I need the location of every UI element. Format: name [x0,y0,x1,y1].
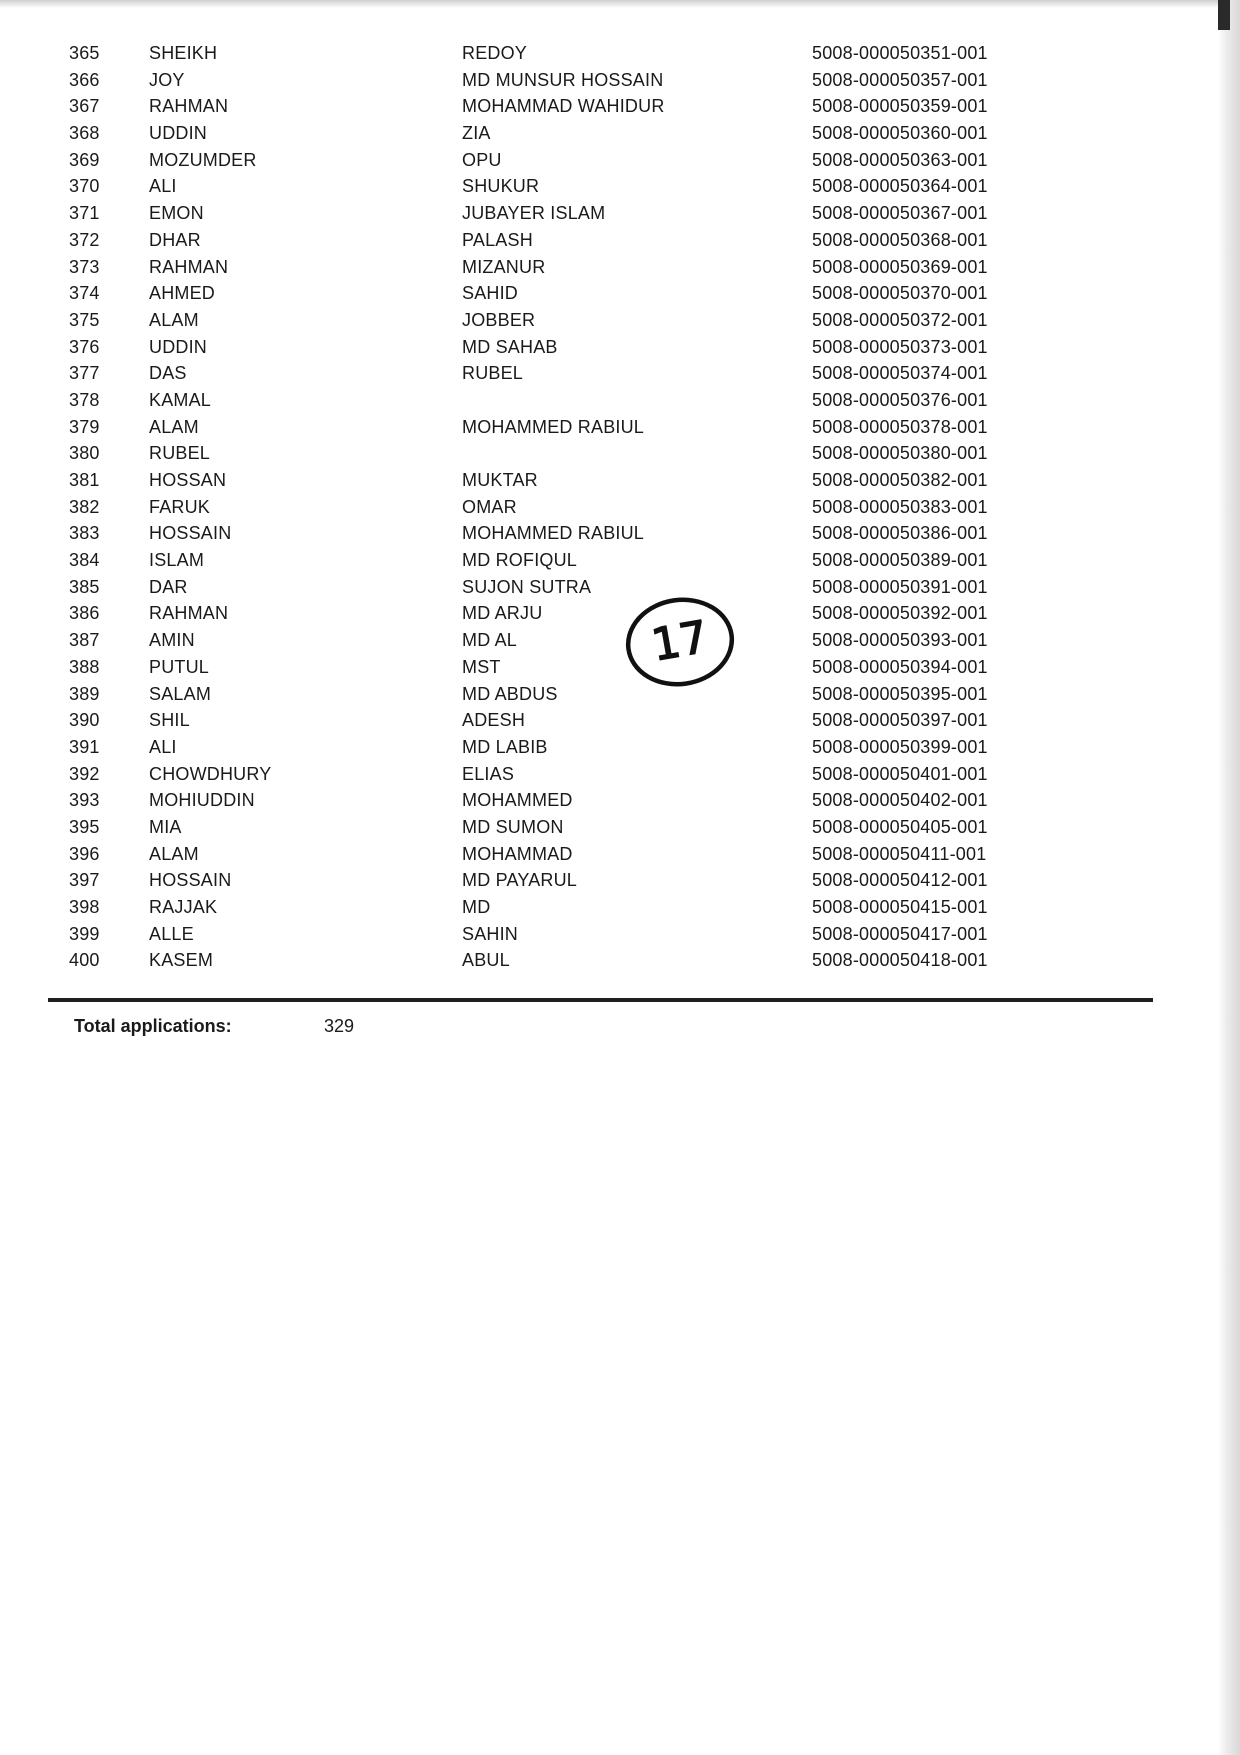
record-number: 392 [69,763,100,784]
record-surname: MIA [149,816,182,837]
record-application-id: 5008-000050374-001 [812,363,988,384]
record-row [0,867,1240,894]
record-given-name: MUKTAR [462,470,538,490]
total-applications-label: Total applications: [74,1016,232,1036]
record-application-id: 5008-000050372-001 [812,309,988,330]
scan-mark [1218,0,1230,30]
record-number: 367 [69,96,100,117]
record-given-name: SUJON SUTRA [462,576,592,597]
record-surname: HOSSAN [149,470,227,490]
record-given-name: MD ROFIQUL [462,550,578,571]
record-given-name: REDOY [462,43,528,63]
record-number: 370 [69,176,100,197]
record-surname: ALAM [149,416,199,437]
record-given-name: RUBEL [462,363,524,384]
scan-edge-top [0,0,1240,8]
record-given-name: SAHIN [462,923,519,944]
record-row [0,547,1240,574]
record-given-name: PALASH [462,229,533,250]
record-application-id: 5008-000050351-001 [812,43,988,63]
record-application-id: 5008-000050359-001 [812,96,988,117]
record-given-name: MD ARJU [462,603,543,624]
record-application-id: 5008-000050391-001 [812,576,988,597]
handwritten-page-number-circle [620,590,740,690]
record-application-id: 5008-000050393-001 [812,630,988,651]
record-surname: DHAR [149,229,201,250]
record-number: 373 [69,256,100,277]
record-number: 384 [69,550,100,571]
total-applications-value: 329 [324,1016,355,1036]
record-given-name: MOHAMMAD WAHIDUR [462,96,665,117]
record-surname: DAR [149,576,188,597]
record-row [0,734,1240,761]
record-given-name: OMAR [462,496,517,517]
record-surname: UDDIN [149,336,207,357]
record-surname: MOZUMDER [149,149,257,170]
record-application-id: 5008-000050376-001 [812,389,988,410]
record-row [0,761,1240,788]
record-application-id: 5008-000050369-001 [812,256,988,277]
record-given-name: MST [462,656,501,677]
record-row [0,387,1240,414]
record-surname: RAHMAN [149,603,229,624]
record-row [0,120,1240,147]
record-application-id: 5008-000050373-001 [812,336,988,357]
record-application-id: 5008-000050411-001 [812,843,987,864]
record-application-id: 5008-000050378-001 [812,416,988,437]
record-surname: KAMAL [149,389,212,410]
record-number: 395 [69,816,100,837]
record-application-id: 5008-000050364-001 [812,176,988,197]
record-surname: HOSSAIN [149,523,232,544]
applicant-list [0,40,1240,974]
record-given-name: MOHAMMED RABIUL [462,523,645,544]
record-number: 380 [69,443,100,464]
record-surname: UDDIN [149,123,207,144]
record-application-id: 5008-000050363-001 [812,149,988,170]
record-given-name: MD AL [462,630,518,651]
record-surname: KASEM [149,950,214,971]
record-given-name: MD [462,897,491,917]
record-surname: ALAM [149,309,199,330]
record-row [0,67,1240,94]
record-row [0,467,1240,494]
record-given-name: ABUL [462,950,510,971]
record-surname: PUTUL [149,656,210,677]
record-surname: RAHMAN [149,96,229,117]
record-application-id: 5008-000050401-001 [812,763,988,784]
record-row [0,334,1240,361]
record-given-name: MOHAMMED [462,790,573,811]
record-surname: JOY [149,69,185,90]
record-number: 366 [69,69,100,90]
record-surname: RAJJAK [149,897,218,917]
record-surname: SHEIKH [149,43,218,63]
record-number: 375 [69,309,100,330]
record-application-id: 5008-000050397-001 [812,710,988,731]
record-number: 368 [69,123,100,144]
record-application-id: 5008-000050394-001 [812,656,988,677]
record-number: 393 [69,790,100,811]
record-application-id: 5008-000050383-001 [812,496,988,517]
record-surname: SHIL [149,710,190,731]
record-application-id: 5008-000050368-001 [812,229,988,250]
record-number: 376 [69,336,100,357]
record-given-name: MD ABDUS [462,683,558,704]
record-application-id: 5008-000050392-001 [812,603,988,624]
divider-line [48,998,1153,1002]
record-number: 396 [69,843,100,864]
record-number: 390 [69,710,100,731]
record-number: 386 [69,603,100,624]
record-given-name: MIZANUR [462,256,546,277]
record-application-id: 5008-000050402-001 [812,790,988,811]
record-surname: RUBEL [149,443,211,464]
record-surname: CHOWDHURY [149,763,272,784]
record-surname: HOSSAIN [149,870,232,891]
record-given-name: MD PAYARUL [462,870,578,891]
record-number: 387 [69,630,100,651]
record-row [0,173,1240,200]
record-application-id: 5008-000050386-001 [812,523,988,544]
record-application-id: 5008-000050380-001 [812,443,988,464]
record-application-id: 5008-000050405-001 [812,816,988,837]
record-application-id: 5008-000050382-001 [812,470,988,490]
record-given-name: JOBBER [462,309,536,330]
record-row [0,227,1240,254]
record-row [0,894,1240,921]
record-given-name: MD SAHAB [462,336,558,357]
record-application-id: 5008-000050367-001 [812,203,988,224]
record-row [0,40,1240,67]
record-row [0,414,1240,441]
record-row [0,520,1240,547]
record-number: 382 [69,496,100,517]
record-surname: ALI [149,736,177,757]
record-application-id: 5008-000050395-001 [812,683,988,704]
record-row [0,147,1240,174]
record-given-name: MOHAMMED RABIUL [462,416,645,437]
record-number: 372 [69,229,100,250]
record-surname: MOHIUDDIN [149,790,255,811]
record-number: 388 [69,656,100,677]
record-number: 371 [69,203,100,224]
record-given-name: ADESH [462,710,526,731]
record-surname: ALAM [149,843,199,864]
record-application-id: 5008-000050370-001 [812,283,988,304]
record-number: 374 [69,283,100,304]
record-given-name: MD LABIB [462,736,548,757]
record-number: 379 [69,416,100,437]
record-given-name: OPU [462,149,502,170]
record-surname: DAS [149,363,187,384]
record-row [0,947,1240,974]
record-application-id: 5008-000050399-001 [812,736,988,757]
record-application-id: 5008-000050417-001 [812,923,988,944]
record-row [0,280,1240,307]
record-number: 381 [69,470,100,490]
record-row [0,254,1240,281]
record-application-id: 5008-000050389-001 [812,550,988,571]
handwritten-page-number: 17 [647,611,712,672]
record-row [0,360,1240,387]
record-number: 377 [69,363,100,384]
record-surname: ALLE [149,923,194,944]
record-given-name: MOHAMMAD [462,843,573,864]
record-given-name: ZIA [462,123,491,144]
record-surname: AHMED [149,283,216,304]
record-number: 389 [69,683,100,704]
record-number: 397 [69,870,100,891]
record-row [0,814,1240,841]
record-surname: AMIN [149,630,195,651]
record-number: 378 [69,389,100,410]
record-given-name: SAHID [462,283,519,304]
record-given-name: ELIAS [462,763,515,784]
record-surname: FARUK [149,496,211,517]
record-number: 399 [69,923,100,944]
record-given-name: MD MUNSUR HOSSAIN [462,69,664,90]
record-number: 385 [69,576,100,597]
record-surname: EMON [149,203,204,224]
record-given-name: MD SUMON [462,816,564,837]
record-number: 398 [69,897,100,917]
record-number: 400 [69,950,100,971]
record-row [0,494,1240,521]
record-given-name: SHUKUR [462,176,540,197]
record-number: 369 [69,149,100,170]
record-row [0,841,1240,868]
record-row [0,787,1240,814]
record-row [0,307,1240,334]
record-row [0,93,1240,120]
record-row [0,200,1240,227]
record-number: 391 [69,736,100,757]
record-application-id: 5008-000050357-001 [812,69,988,90]
record-surname: ALI [149,176,177,197]
record-surname: ISLAM [149,550,205,571]
record-surname: SALAM [149,683,212,704]
record-application-id: 5008-000050360-001 [812,123,988,144]
record-surname: RAHMAN [149,256,229,277]
record-application-id: 5008-000050415-001 [812,897,988,917]
record-row [0,921,1240,948]
record-given-name: JUBAYER ISLAM [462,203,606,224]
record-row [0,440,1240,467]
record-application-id: 5008-000050418-001 [812,950,988,971]
record-row [0,707,1240,734]
record-number: 365 [69,43,100,63]
record-application-id: 5008-000050412-001 [812,870,988,891]
record-number: 383 [69,523,100,544]
